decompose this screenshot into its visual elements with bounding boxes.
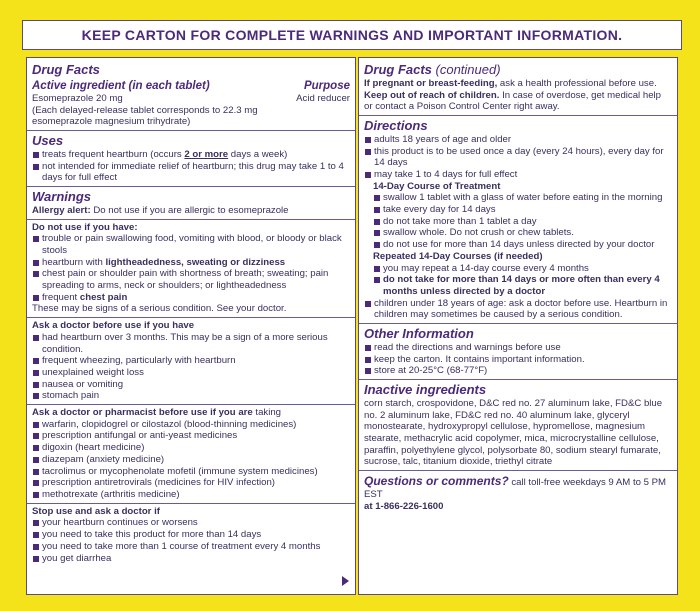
directions-title: Directions <box>364 117 428 133</box>
active-ingredient-heading: Active ingredient (in each tablet) <box>32 79 210 92</box>
keep-out-of-reach: Keep out of reach of children. In case of overdose, get medical help or contact a Poison Control Center right away. <box>364 89 661 113</box>
list-item: store at 20-25°C (68-77°F) <box>364 365 672 377</box>
list-item: had heartburn over 3 months. This may be a sign of a more serious condition. <box>32 332 350 355</box>
ask-pharmacist-subsection <box>27 404 355 501</box>
ask-doctor-subsection <box>27 317 355 402</box>
warnings-section <box>27 187 355 566</box>
list-item: your heartburn continues or worsens <box>32 517 350 529</box>
list-item: do not take more than 1 tablet a day <box>373 216 672 228</box>
list-item: warfarin, clopidogrel or cilostazol (blood-thinning medicines) <box>32 419 350 431</box>
other-information-title: Other Information <box>364 326 474 342</box>
list-item: frequent wheezing, particularly with heartburn <box>32 355 350 367</box>
list-item: not intended for immediate relief of heartburn; this drug may take 1 to 4 days for full effect <box>32 161 350 184</box>
list-item: trouble or pain swallowing food, vomiting with blood, or bloody or black stools <box>32 233 350 256</box>
list-item: treats frequent heartburn (occurs 2 or more days a week) <box>32 149 350 161</box>
drug-facts-title: Drug Facts <box>32 62 100 77</box>
inactive-ingredients-text: corn starch, crospovidone, D&C red no. 27 aluminum lake, FD&C blue no. 2 aluminum lake, FD&C red no. 40 aluminum lake, glyceryl monostearate, hydroxypropyl cellulose, hypromellose, magnesium stearate, methacrylic acid copolymer, mica, microcrystalline cellulose, paraffin, polyethylene glycol, polysorbate 80, sodium stearyl fumarate, sucrose, talc, titanium dioxide, triethyl citrate <box>364 397 663 468</box>
questions-line: Questions or comments? call toll-free weekdays 9 AM to 5 PM EST <box>364 474 666 500</box>
list-item: you need to take this product for more than 14 days <box>32 529 350 541</box>
drug-facts-continued-title: Drug Facts (continued) <box>364 62 501 77</box>
list-item: adults 18 years of age and older <box>364 134 672 146</box>
list-item: do not take for more than 14 days or more often than every 4 months unless directed by a doctor <box>373 274 672 297</box>
purpose: Acid reducer <box>296 92 350 104</box>
allergy-alert: Allergy alert: Do not use if you are allergic to esomeprazole <box>32 204 289 216</box>
do-not-use-heading: Do not use if you have: <box>32 221 138 233</box>
list-item: children under 18 years of age: ask a doctor before use. Heartburn in children may sometimes be caused by a serious condition. <box>364 298 672 321</box>
directions-section <box>359 116 677 324</box>
other-information-section <box>359 324 677 380</box>
ingredient-note: (Each delayed-release tablet corresponds to 22.3 mg esomeprazole magnesium trihydrate) <box>32 104 258 128</box>
list-item: swallow whole. Do not crush or chew tablets. <box>373 227 672 239</box>
continue-arrow-icon <box>342 576 349 586</box>
uses-title: Uses <box>32 132 64 148</box>
active-ingredient: Esomeprazole 20 mg <box>32 92 123 104</box>
active-ingredient-section <box>27 58 355 131</box>
list-item: you may repeat a 14-day course every 4 months <box>373 263 672 275</box>
repeated-heading: Repeated 14-Day Courses (if needed) <box>373 250 543 262</box>
list-item: you need to take more than 1 course of treatment every 4 months <box>32 541 350 553</box>
list-item: take every day for 14 days <box>373 204 672 216</box>
phone-number: at 1-866-226-1600 <box>364 500 444 512</box>
list-item: heartburn with lightheadedness, sweating or dizziness <box>32 257 350 269</box>
list-item: you get diarrhea <box>32 553 350 565</box>
list-item: chest pain or shoulder pain with shortness of breath; sweating; pain spreading to arms, neck or shoulders; or lightheadedness <box>32 268 350 291</box>
inactive-ingredients-section <box>359 380 677 471</box>
list-item: prescription antiretrovirals (medicines for HIV infection) <box>32 477 350 489</box>
list-item: nausea or vomiting <box>32 379 350 391</box>
list-item: may take 1 to 4 days for full effect <box>364 169 672 181</box>
list-item: diazepam (anxiety medicine) <box>32 454 350 466</box>
course-heading: 14-Day Course of Treatment <box>373 180 501 192</box>
list-item: tacrolimus or mycophenolate mofetil (immune system medicines) <box>32 466 350 478</box>
list-item: digoxin (heart medicine) <box>32 442 350 454</box>
stop-use-subsection <box>27 503 355 565</box>
drug-facts-left-panel <box>26 57 356 595</box>
list-item: methotrexate (arthritis medicine) <box>32 489 350 501</box>
ask-pharmacist-heading: Ask a doctor or pharmacist before use if you are taking <box>32 407 282 419</box>
questions-section <box>359 471 677 514</box>
stop-use-heading: Stop use and ask a doctor if <box>32 505 160 517</box>
drug-facts-right-panel <box>358 57 678 595</box>
list-item: stomach pain <box>32 390 350 402</box>
serious-note: These may be signs of a serious condition. See your doctor. <box>32 303 287 315</box>
inactive-ingredients-title: Inactive ingredients <box>364 382 487 398</box>
do-not-use-subsection <box>27 219 355 316</box>
list-item: swallow 1 tablet with a glass of water before eating in the morning <box>373 192 672 204</box>
purpose-heading: Purpose <box>303 79 350 92</box>
pregnancy-warning: If pregnant or breast-feeding, ask a health professional before use. <box>364 77 657 89</box>
list-item: frequent chest pain <box>32 292 350 304</box>
list-item: do not use for more than 14 days unless directed by your doctor <box>373 239 672 251</box>
list-item: unexplained weight loss <box>32 367 350 379</box>
continued-section <box>359 58 677 116</box>
list-item: read the directions and warnings before use <box>364 342 672 354</box>
uses-section <box>27 131 355 187</box>
list-item: this product is to be used once a day (every 24 hours), every day for 14 days <box>364 146 672 169</box>
list-item: prescription antifungal or anti-yeast medicines <box>32 430 350 442</box>
ask-doctor-heading: Ask a doctor before use if you have <box>32 320 195 332</box>
warnings-title: Warnings <box>32 188 91 204</box>
list-item: keep the carton. It contains important information. <box>364 354 672 366</box>
carton-warning-banner: KEEP CARTON FOR COMPLETE WARNINGS AND IMPORTANT INFORMATION. <box>22 20 682 50</box>
